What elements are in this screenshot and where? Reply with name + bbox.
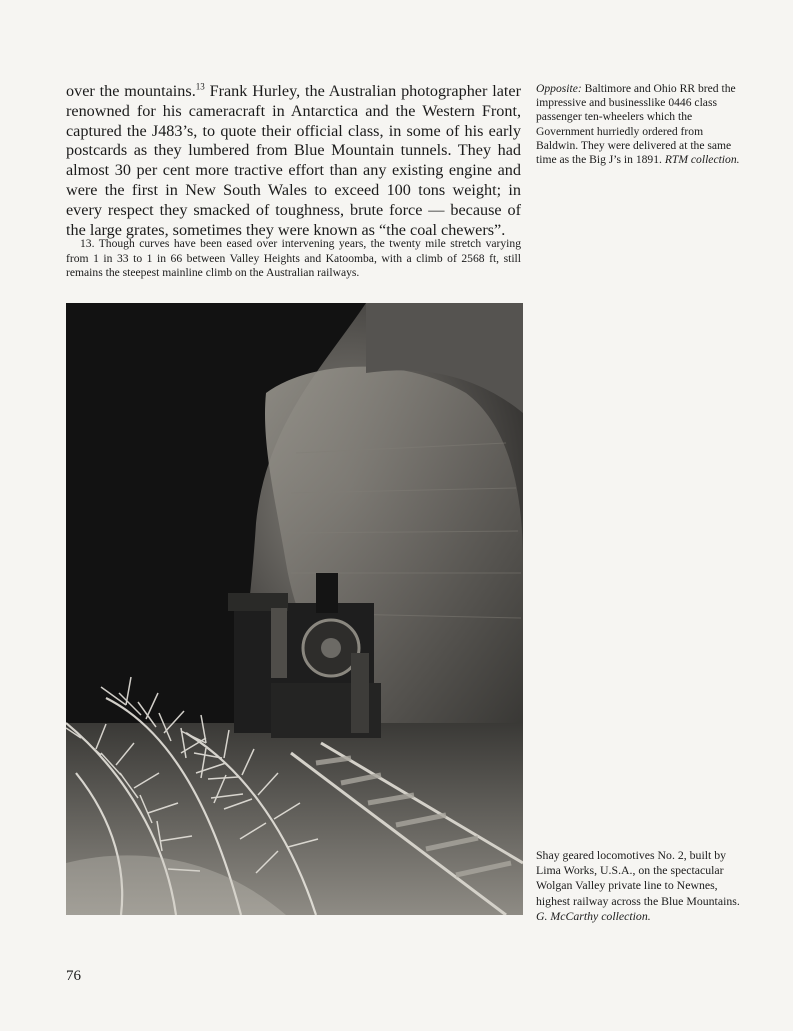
body-paragraph <box>66 82 521 240</box>
caption-opposite <box>536 82 741 167</box>
caption-opposite-text: Baltimore and Ohio RR bred the impressive and businesslike 0446 class passenger ten-wheelers which the Government hurriedly ordered from Baldwin. They were delivered at the same time as the Big J’s in 1891. <box>536 82 736 167</box>
footnote: 13. Though curves have been eased over intervening years, the twenty mile stretch varying from 1 in 33 to 1 in 66 between Valley Heights and Katoomba, with a climb of 2568 ft, still remains the steepest mainline climb on the Australian railways. <box>66 237 521 280</box>
footnote-reference: 13 <box>195 81 205 92</box>
photo-caption-credit: G. McCarthy collection. <box>536 908 651 923</box>
caption-opposite-credit: RTM collection. <box>664 153 740 167</box>
photo-caption <box>536 848 750 924</box>
body-text-part1: over the mountains. <box>66 82 196 100</box>
photograph-shay-locomotive-tunnel <box>66 303 523 915</box>
page-number: 76 <box>66 968 81 984</box>
photo-illustration <box>66 303 523 915</box>
photo-caption-text: Shay geared locomotives No. 2, built by Lima Works, U.S.A., on the spectacular Wolgan Valley private line to Newnes, highest railway across the Blue Mountains. <box>536 848 740 908</box>
caption-opposite-label: Opposite: <box>536 82 582 95</box>
body-text-part2: Frank Hurley, the Australian photographer later renowned for his cameracraft in Antarctica and the Western Front, captured the J483’s, to quote their official class, in some of his early postcards as they lumbered from Blue Mountain tunnels. They had almost 30 per cent more tractive effort than any existing engine and were the first in New South Wales to exceed 100 tons weight; in every respect they smacked of toughness, brute force — because of the large grates, sometimes they were known as “the coal chewers”. <box>66 82 521 239</box>
